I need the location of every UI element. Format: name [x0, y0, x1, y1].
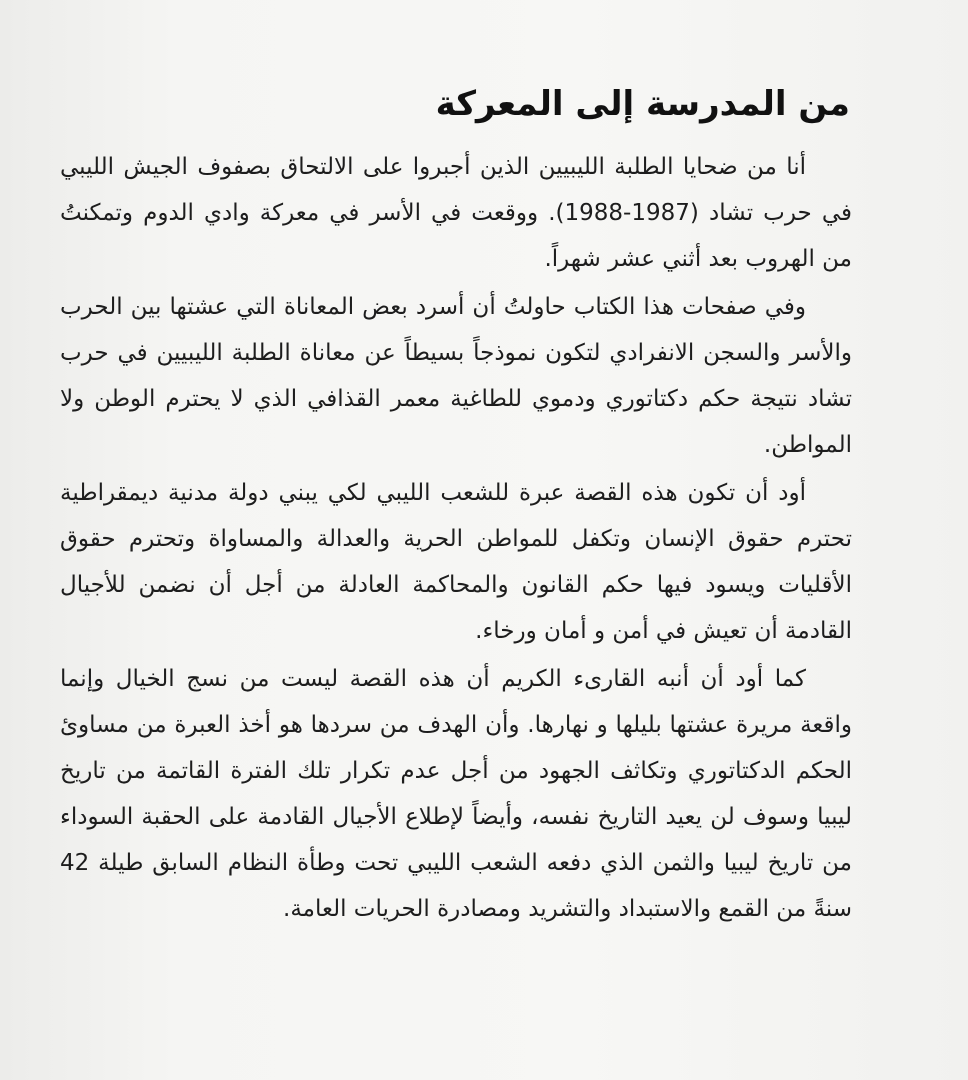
page-content: [60, 78, 852, 934]
paragraph-1: أنا من ضحايا الطلبة الليبيين الذين أجبروا على الالتحاق بصفوف الجيش الليبي في حرب تشاد (1987-1988). ووقعت في الأسر في معركة وادي الدوم وتمكنتُ من الهروب بعد أثني عشر شهراً.: [60, 154, 852, 272]
paragraph-4: كما أود أن أنبه القارىء الكريم أن هذه القصة ليست من نسج الخيال وإنما واقعة مريرة عشتها بليلها و نهارها. وأن الهدف من سردها هو أخذ العبرة من مساوئ الحكم الدكتاتوري وتكاثف الجهود من أجل عدم تكرار تلك الفترة القاتمة من تاريخ ليبيا وسوف لن يعيد التاريخ نفسه، وأيضاً لإطلاع الأجيال القادمة على الحقبة السوداء من تاريخ ليبيا والثمن الذي دفعه الشعب الليبي تحت وطأة النظام السابق طيلة 42 سنةً من القمع والاستبداد والتشريد ومصادرة الحريات العامة.: [60, 666, 852, 922]
chapter-title: من المدرسة إلى المعركة: [435, 84, 850, 124]
paragraph-2: وفي صفحات هذا الكتاب حاولتُ أن أسرد بعض المعاناة التي عشتها بين الحرب والأسر والسجن الانفرادي لتكون نموذجاً بسيطاً عن معاناة الطلبة الليبيين في حرب تشاد نتيجة حكم دكتاتوري ودموي للطاغية معمر القذافي الذي لا يحترم الوطن ولا المواطن.: [60, 294, 852, 458]
paragraph-3: أود أن تكون هذه القصة عبرة للشعب الليبي لكي يبني دولة مدنية ديمقراطية تحترم حقوق الإنسان وتكفل للمواطن الحرية والعدالة والمساواة وتحترم حقوق الأقليات ويسود فيها حكم القانون والمحاكمة العادلة من أجل أن نضمن للأجيال القادمة أن تعيش في أمن و أمان ورخاء.: [60, 480, 852, 644]
